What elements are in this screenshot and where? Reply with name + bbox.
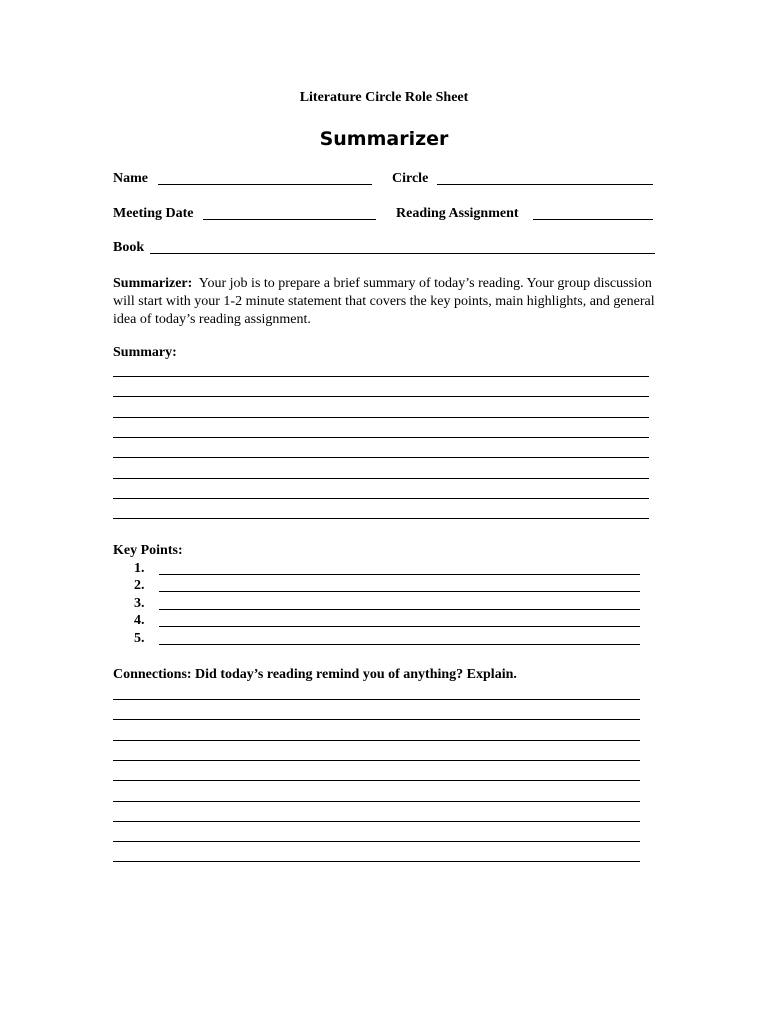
meeting-date-field-line[interactable]	[203, 219, 376, 220]
connections-line[interactable]	[113, 821, 640, 822]
summary-heading: Summary:	[113, 345, 177, 360]
reading-assignment-label: Reading Assignment	[396, 206, 519, 221]
connections-line[interactable]	[113, 841, 640, 842]
key-point-line[interactable]	[159, 591, 640, 592]
sheet-title: Literature Circle Role Sheet	[299, 90, 469, 105]
summary-line[interactable]	[113, 457, 649, 458]
summary-line[interactable]	[113, 498, 649, 499]
summary-line[interactable]	[113, 417, 649, 418]
connections-line[interactable]	[113, 861, 640, 862]
key-point-number: 2.	[134, 578, 145, 594]
book-field-line[interactable]	[150, 253, 655, 254]
instructions-text: Your job is to prepare a brief summary of today’s reading. Your group discussion will start with your 1-2 minute statement that covers the key points, main highlights, and general idea of today’s reading assignment.	[113, 276, 655, 327]
book-label: Book	[113, 240, 145, 255]
summary-line[interactable]	[113, 437, 649, 438]
key-point-line[interactable]	[159, 609, 640, 610]
name-field-line[interactable]	[158, 184, 372, 185]
circle-label: Circle	[392, 171, 429, 186]
connections-line[interactable]	[113, 760, 640, 761]
connections-line[interactable]	[113, 801, 640, 802]
key-point-number: 1.	[134, 561, 145, 576]
key-point-number: 5.	[134, 630, 145, 646]
key-point-line[interactable]	[159, 626, 640, 627]
name-label: Name	[113, 171, 148, 186]
summary-line[interactable]	[113, 396, 649, 397]
key-point-line[interactable]	[159, 644, 640, 645]
connections-line[interactable]	[113, 780, 640, 781]
key-point-number: 3.	[134, 595, 145, 611]
key-points-heading: Key Points:	[113, 543, 183, 558]
summary-line[interactable]	[113, 478, 649, 479]
summary-line[interactable]	[113, 518, 649, 519]
reading-assignment-field-line[interactable]	[533, 219, 653, 220]
meeting-date-label: Meeting Date	[113, 206, 194, 221]
connections-heading: Connections: Did today’s reading remind you of anything? Explain.	[113, 667, 517, 682]
summary-line[interactable]	[113, 376, 649, 377]
circle-field-line[interactable]	[437, 184, 653, 185]
instructions-paragraph	[113, 275, 658, 329]
connections-line[interactable]	[113, 740, 640, 741]
connections-line[interactable]	[113, 699, 640, 700]
role-title: Summarizer	[319, 128, 449, 150]
connections-line[interactable]	[113, 719, 640, 720]
key-point-number: 4.	[134, 613, 145, 629]
key-point-line[interactable]	[159, 574, 640, 575]
instructions-lead: Summarizer:	[113, 276, 193, 291]
